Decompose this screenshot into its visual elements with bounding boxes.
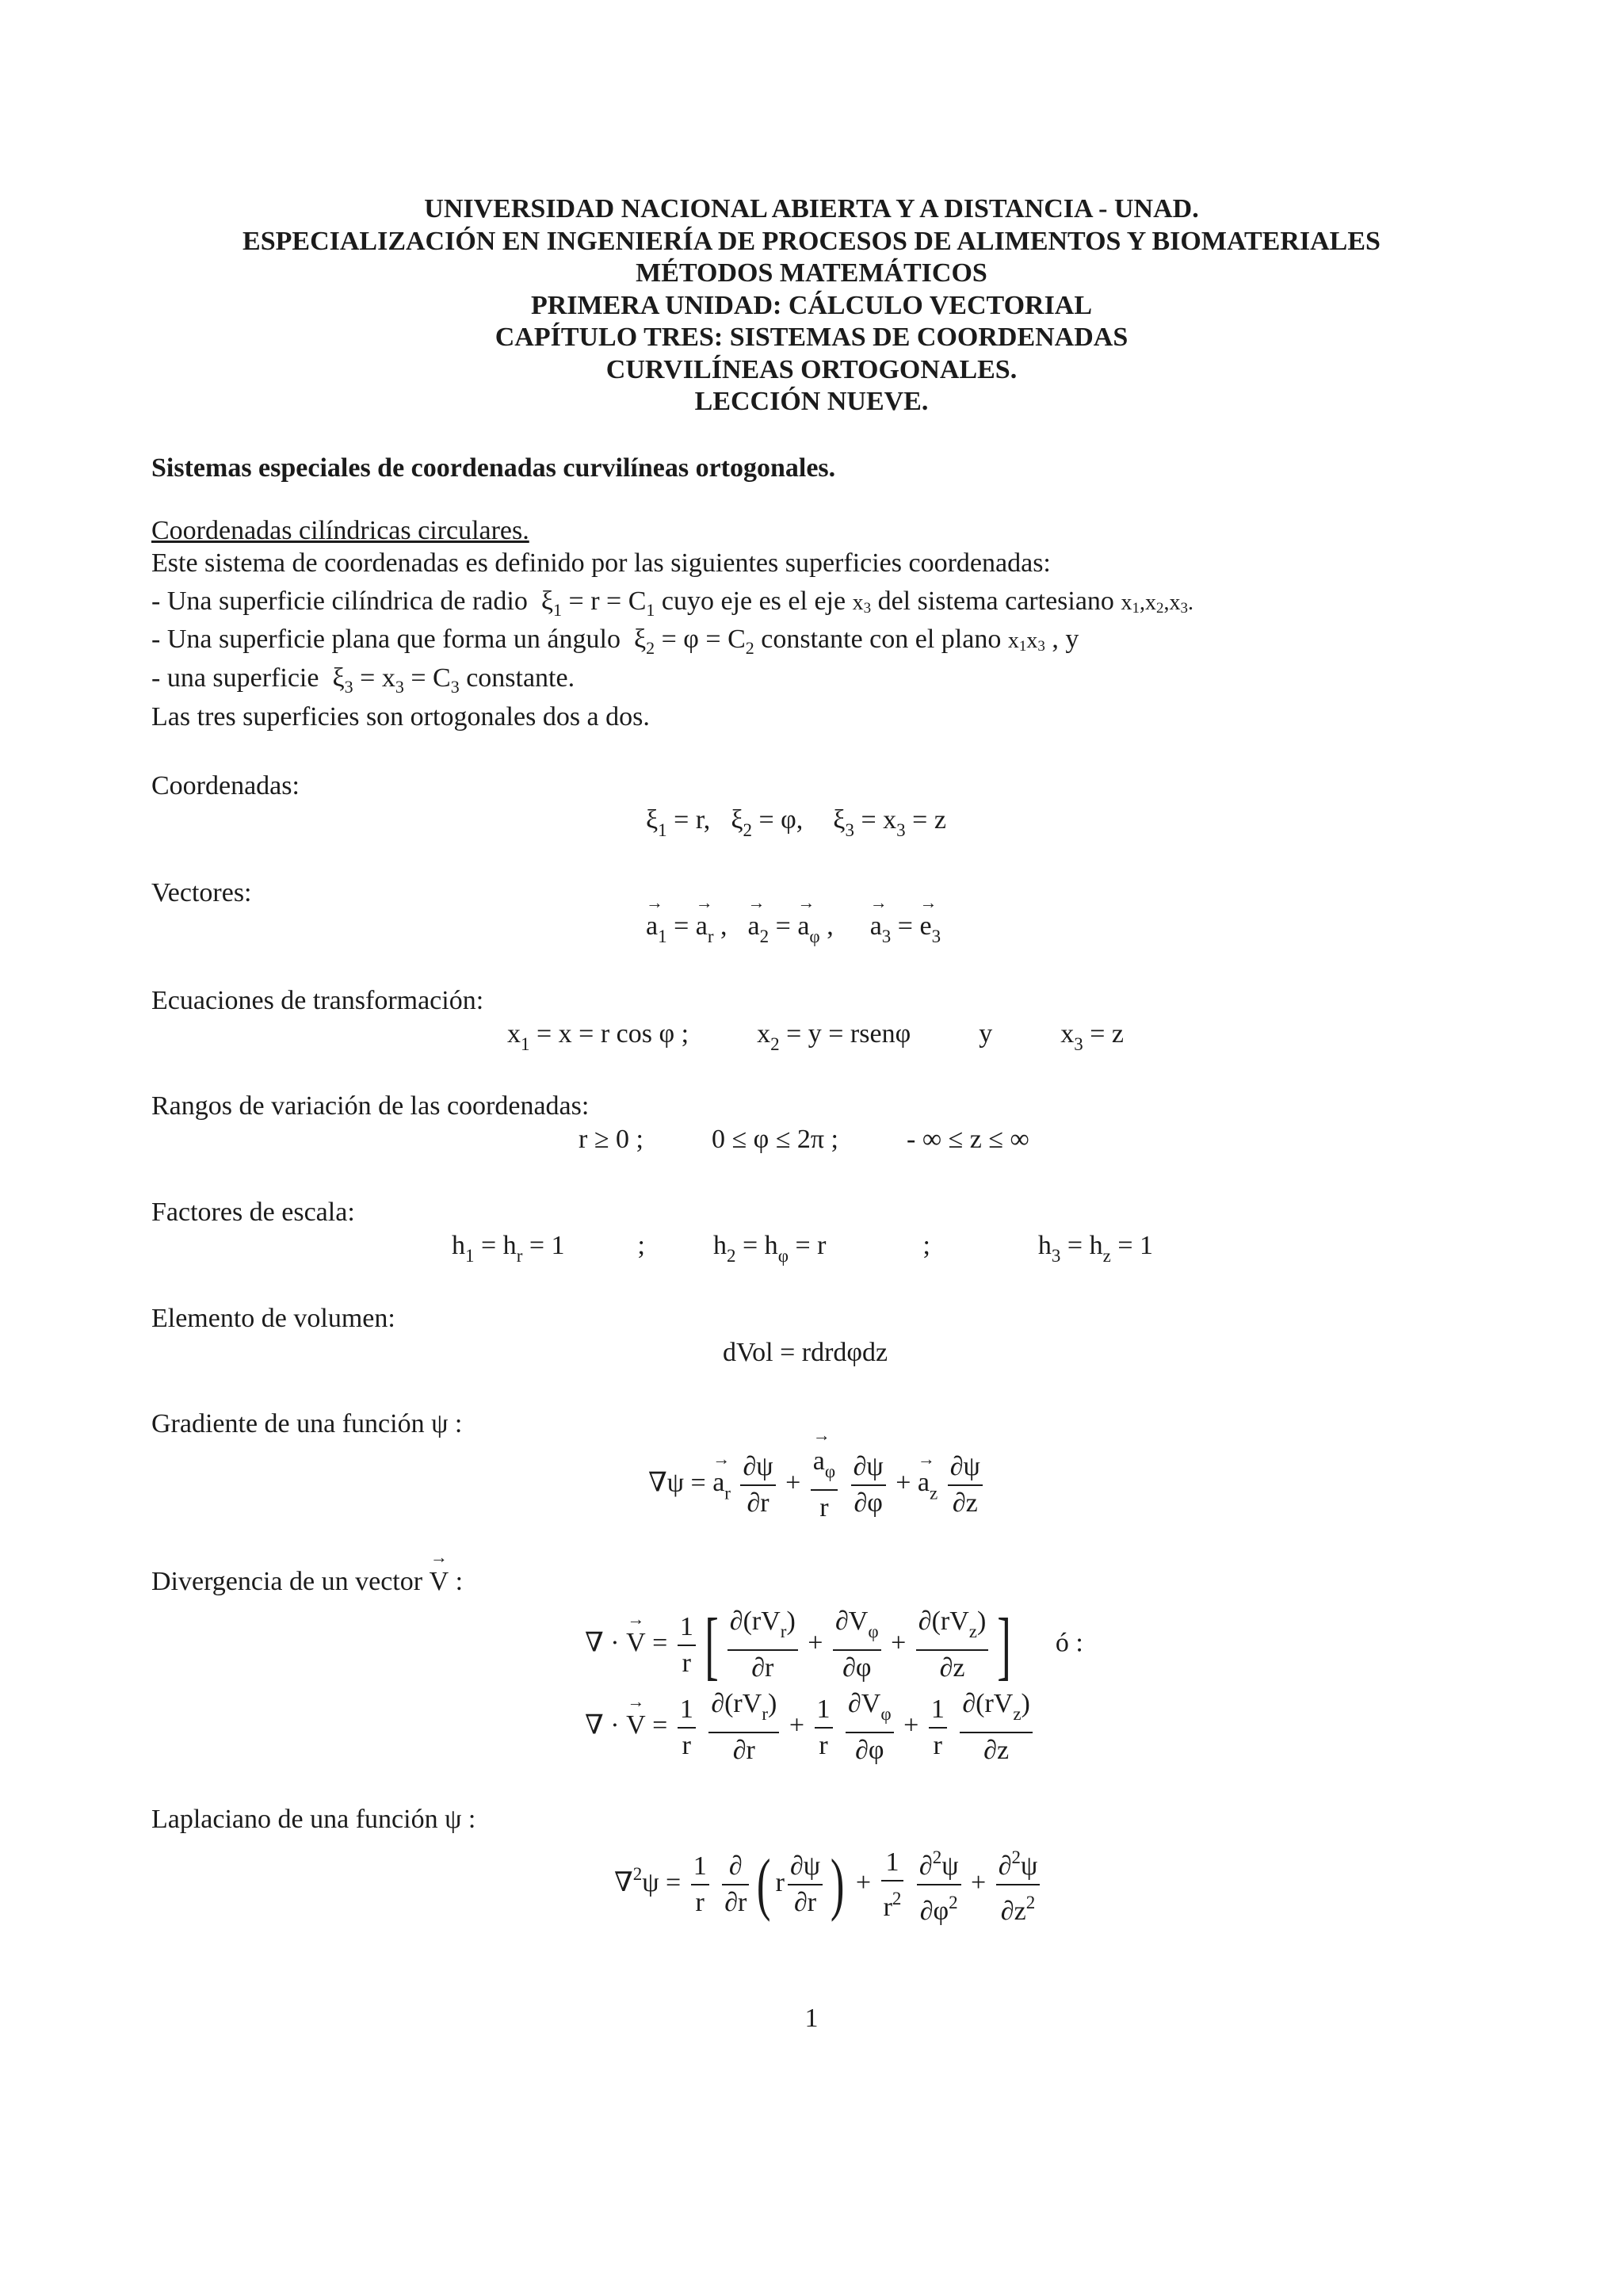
document-header [0,193,1623,418]
intro-plane-x1x3: $x_1x_3$ [1007,628,1045,655]
header-line-lesson: LECCIÓN NUEVE. [694,387,929,416]
page-number: 1 [804,2004,819,2033]
eq-divergence-2: ∇ · → V = $\frac{1}{r}$ $\frac{\partial(rV_r)}{\partial r}$ + $\frac{1}{r}$ $\frac{\partial V_\varphi}{\partial\varphi}$ + $\frac{1}{r}$ $\frac{\partial(rV_z)}{\partial z}$ [585,1687,1036,1768]
eq-range-phi: 0 ≤ φ ≤ 2π ; [711,1125,838,1154]
label-coordenadas: Coordenadas: [151,771,300,800]
intro-surface-text: - una superficie [151,663,319,693]
eq-range-r: r ≥ 0 ; [579,1125,643,1154]
intro-line-definition: Este sistema de coordenadas es definido por las siguientes superficies coordenadas: [151,548,1051,578]
eq-transformation: $x_1 = x = r$ cos φ ; $x_2 = y$ = rsenφ y $x_3 = z$ [507,1019,1124,1054]
intro-plane-text: - Una superficie plana que forma un ángulo [151,625,621,654]
intro-line-surface [151,663,575,703]
intro-cylinder-formula: $\xi_1 = r = C_1$ [534,586,655,620]
intro-surface-formula: $\xi_3 = x_3 = C_3$ [325,663,460,697]
label-laplaciano-text: Laplaciano de una función [151,1805,438,1834]
eq-coordinates: $\xi_1 = r$, $\xi_2 = \varphi$, $\xi_3 = x_3 = z$ [646,805,946,840]
eq-divergence-1: ∇ · → V = $\frac{1}{r}$ [ $\frac{\partial(rV_r)}{\partial r}$ + $\frac{\partial V_\varphi}{\partial\varphi}$ + $\frac{\partial(rV_z)}{\partial z}$ ] ó : [585,1604,1083,1686]
intro-plane-end: , y [1052,625,1079,654]
intro-axis-x3: $x_3$ [852,590,872,617]
label-laplaciano: Laplaciano de una función ψ : [151,1805,476,1834]
eq-scale-factors: $h_1 = h_r = 1$ ; $h_2 = h_\varphi = r$ ; $h_3 = h_z = 1$ [452,1231,1154,1266]
intro-line-plane [151,624,1079,664]
eq-volume: dVol = rdrdφdz [723,1338,888,1367]
eq-laplacian: ∇$^2$ψ = $\frac{1}{r}$ $\frac{\partial}{\partial r}$ ( r $\frac{\partial\psi}{\partial r}$ ) + $\frac{1}{r^2}$ $\frac{\partial^2\psi}{\partial\varphi^2}$ + $\frac{\partial^2\psi}{\partial z^2}$ [614,1840,1043,1929]
intro-line-orthogonal: Las tres superficies son ortogonales dos a dos. [151,702,650,732]
label-divergencia-text: Divergencia de un vector [151,1567,423,1596]
header-line-chapter: CAPÍTULO TRES: SISTEMAS DE COORDENADAS [495,323,1128,352]
label-vectores: Vectores: [151,878,252,907]
header-line-unit: PRIMERA UNIDAD: CÁLCULO VECTORIAL [530,290,1093,320]
eq-vectors: → $a_1$ = → $a_r$ ,→ $a_2$ = → $a_\varphi$ ,→ $a_3$ = → $e_3$ [646,911,941,947]
label-gradiente-text: Gradiente de una función [151,1409,425,1438]
intro-line-cylinder [151,586,1193,626]
eq-range-z: - ∞ ≤ z ≤ ∞ [907,1125,1029,1154]
label-transformacion: Ecuaciones de transformación: [151,986,484,1015]
intro-cartesian-axes: $x_1,x_2,x_3$. [1121,590,1193,617]
eq-transformation-y: y [979,1019,993,1049]
label-volumen: Elemento de volumen: [151,1304,395,1333]
intro-surface-const-text: constante. [466,663,575,693]
intro-plane-const-text: constante con el plano [761,625,1002,654]
intro-cartesian-text: del sistema cartesiano [877,586,1114,616]
intro-cylinder-axis-text: cuyo eje es el eje [661,586,846,616]
header-line-chapter-cont: CURVILÍNEAS ORTOGONALES. [605,354,1018,384]
subsection-title: Coordenadas cilíndricas circulares. [151,516,529,545]
label-rangos: Rangos de variación de las coordenadas: [151,1091,590,1121]
label-divergencia: Divergencia de un vector → V : [151,1566,463,1598]
label-gradiente: Gradiente de una función ψ : [151,1409,463,1438]
eq-divergence-or: ó : [1055,1628,1083,1658]
eq-gradient: ∇ψ = → $a_r$ $\frac{\partial\psi}{\partial r}$ + → $\frac{a_\varphi}{r}$ $\frac{\partial\psi}{\partial\varphi}$ + → $a_z$ $\frac{\partial\psi}{\partial z}$ [648,1444,986,1526]
intro-cylinder-text: - Una superficie cilíndrica de radio [151,586,528,616]
section-title: Sistemas especiales de coordenadas curvilíneas ortogonales. [151,453,836,483]
header-line-university: UNIVERSIDAD NACIONAL ABIERTA Y A DISTANCIA - UNAD. [424,194,1199,223]
header-line-program: ESPECIALIZACIÓN EN INGENIERÍA DE PROCESOS DE ALIMENTOS Y BIOMATERIALES [242,226,1381,256]
eq-ranges [579,1125,1029,1155]
intro-plane-formula: $\xi_2 = \varphi = C_2$ [627,625,754,658]
header-line-course: MÉTODOS MATEMÁTICOS [636,258,987,288]
label-escala: Factores de escala: [151,1198,355,1227]
